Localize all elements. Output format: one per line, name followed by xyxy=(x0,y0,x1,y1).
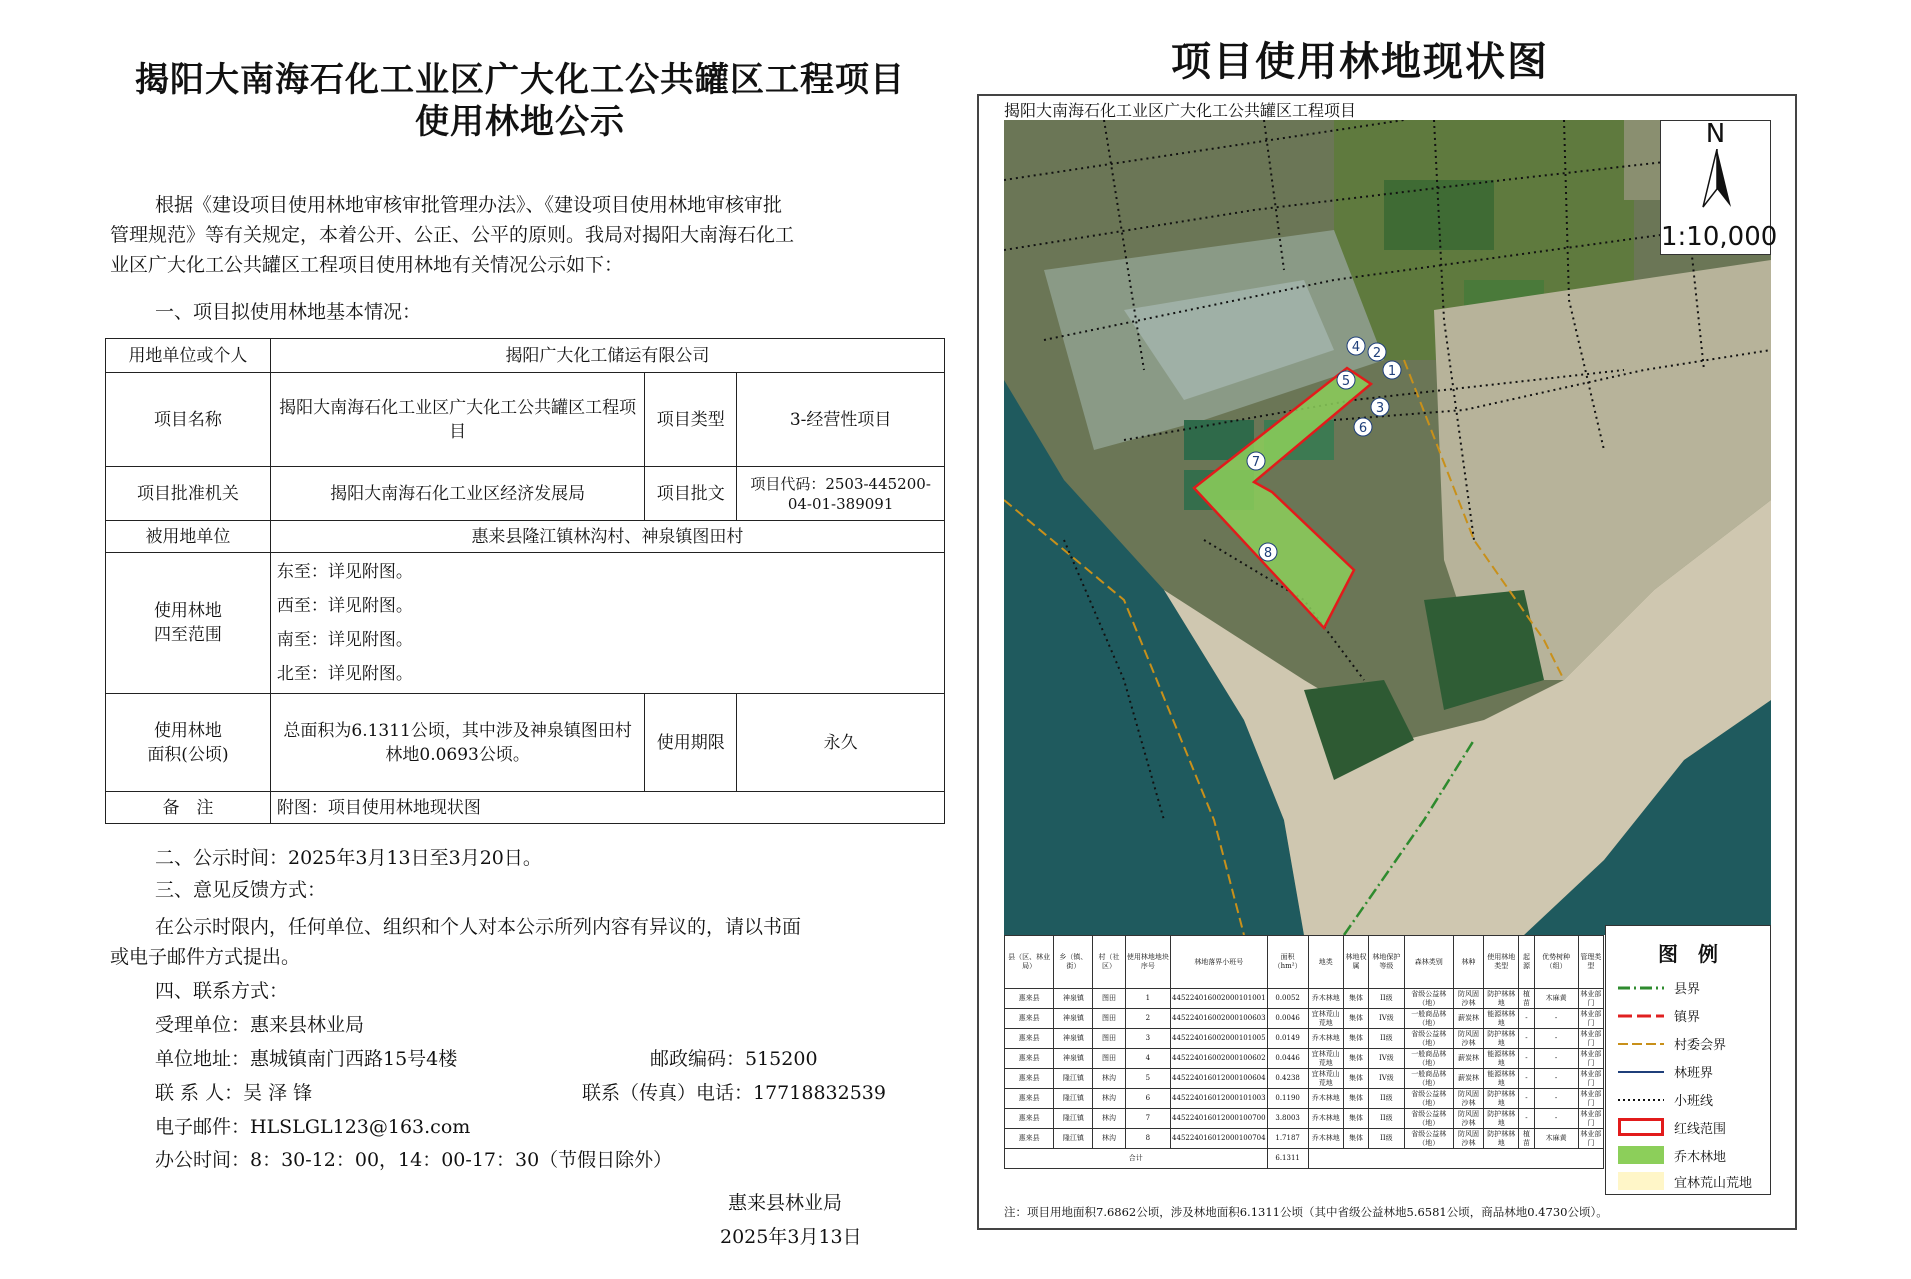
stats-cell: 集体 xyxy=(1343,1049,1368,1069)
label-approval: 项目批文 xyxy=(645,467,737,521)
stats-cell: 一般商品林（地） xyxy=(1404,1069,1453,1089)
stats-cell: IV级 xyxy=(1369,1009,1405,1029)
label-remark: 备 注 xyxy=(106,792,271,824)
stats-cell: 能源林林地 xyxy=(1484,1049,1519,1069)
stats-cell: 神泉镇 xyxy=(1054,1009,1093,1029)
stats-row xyxy=(1005,989,1604,1009)
map-title: 项目使用林地现状图 xyxy=(1171,39,1549,85)
label-user: 用地单位或个人 xyxy=(106,339,271,373)
intro-line-1: 根据《建设项目使用林地审核审批管理办法》、《建设项目使用林地审核审批 xyxy=(155,194,783,216)
stats-cell: 5 xyxy=(1125,1069,1170,1089)
feedback-line-2: 或电子邮件方式提出。 xyxy=(110,946,301,968)
stats-cell: 能源林林地 xyxy=(1484,1009,1519,1029)
bound-west: 西至：详见附图。 xyxy=(276,596,413,616)
stats-cell: 惠来县 xyxy=(1005,1029,1054,1049)
stats-cell: 林沟 xyxy=(1093,1109,1125,1129)
stats-cell: 乔木林地 xyxy=(1308,1129,1343,1149)
stats-cell: 图田 xyxy=(1093,989,1125,1009)
stats-row xyxy=(1005,1049,1604,1069)
stats-cell: 445224016012000100704 xyxy=(1171,1129,1268,1149)
stats-row xyxy=(1005,1029,1604,1049)
legend-subcompartment-line: 小班线 xyxy=(1618,1088,1768,1112)
value-remark: 附图：项目使用林地现状图 xyxy=(270,792,944,824)
legend-red-boundary: 红线范围 xyxy=(1618,1116,1768,1140)
contact-phone: 联系（传真）电话：17718832539 xyxy=(582,1082,886,1104)
label-authority: 项目批准机关 xyxy=(106,467,271,521)
stats-row xyxy=(1005,1109,1604,1129)
parcel-marker-3 xyxy=(1371,398,1389,416)
legend-barren: 宜林荒山荒地 xyxy=(1618,1170,1768,1194)
stats-header-cell: 地类 xyxy=(1308,936,1343,989)
stats-row xyxy=(1005,1129,1604,1149)
signature: 惠来县林业局 xyxy=(728,1192,843,1214)
stats-cell: 植苗 xyxy=(1519,989,1534,1009)
stats-cell: 一般商品林（地） xyxy=(1404,1009,1453,1029)
stats-total-row xyxy=(1005,1149,1604,1169)
stats-cell: 防护林林地 xyxy=(1484,1089,1519,1109)
stats-header-cell: 林种 xyxy=(1453,936,1483,989)
stats-cell: 隆江镇 xyxy=(1054,1129,1093,1149)
stats-row xyxy=(1005,1009,1604,1029)
stats-cell: 林沟 xyxy=(1093,1089,1125,1109)
stats-header-cell: 面积（hm²） xyxy=(1267,936,1308,989)
stats-total-value: 6.1311 xyxy=(1267,1149,1308,1169)
parcel-label-6: 6 xyxy=(1358,421,1368,436)
stats-header-cell: 使用林地类型 xyxy=(1484,936,1519,989)
stats-cell: 0.1190 xyxy=(1267,1089,1308,1109)
contact-hours: 办公时间：8：30-12：00，14：00-17：30（节假日除外） xyxy=(155,1149,673,1171)
stats-cell: - xyxy=(1534,1109,1578,1129)
parcel-marker-8 xyxy=(1259,543,1277,561)
stats-cell: 惠来县 xyxy=(1005,1069,1054,1089)
stats-cell: 林业部门 xyxy=(1578,1129,1603,1149)
stats-cell: 防风固沙林 xyxy=(1453,1029,1483,1049)
stats-cell: 惠来县 xyxy=(1005,989,1054,1009)
stats-cell: 0.0046 xyxy=(1267,1009,1308,1029)
parcel-label-8: 8 xyxy=(1263,546,1273,561)
parcel-label-2: 2 xyxy=(1372,346,1382,361)
stats-cell: 宜林荒山荒地 xyxy=(1308,1009,1343,1029)
stats-cell: 隆江镇 xyxy=(1054,1069,1093,1089)
stats-total-empty xyxy=(1308,1149,1603,1169)
stats-header-cell: 林地保护等级 xyxy=(1369,936,1405,989)
stats-cell: 集体 xyxy=(1343,1069,1368,1089)
stats-header-cell: 管理类型 xyxy=(1578,936,1603,989)
stats-cell: 445224016012000100700 xyxy=(1171,1109,1268,1129)
stats-cell: 防护林林地 xyxy=(1484,1029,1519,1049)
map-note: 注：项目用地面积7.6862公顷，涉及林地面积6.1311公顷（其中省级公益林地5.6581公顷，商品林地0.4730公顷）。 xyxy=(1004,1205,1608,1219)
stats-cell: 图田 xyxy=(1093,1029,1125,1049)
stats-cell: 图田 xyxy=(1093,1049,1125,1069)
stats-cell: 0.4238 xyxy=(1267,1069,1308,1089)
stats-cell: 3.8003 xyxy=(1267,1109,1308,1129)
stats-cell: 宜林荒山荒地 xyxy=(1308,1049,1343,1069)
stats-cell: 6 xyxy=(1125,1089,1170,1109)
contact-postcode: 邮政编码：515200 xyxy=(650,1048,818,1070)
stats-cell: 惠来县 xyxy=(1005,1009,1054,1029)
county-line-icon xyxy=(1618,982,1664,994)
stats-cell: 林沟 xyxy=(1093,1129,1125,1149)
forest-swatch-icon xyxy=(1618,1146,1664,1164)
section-4-heading: 四、联系方式： xyxy=(155,980,289,1002)
stats-cell: 林业部门 xyxy=(1578,1049,1603,1069)
stats-cell: - xyxy=(1519,1009,1534,1029)
value-period: 永久 xyxy=(737,694,945,792)
parcel-marker-7 xyxy=(1247,452,1265,470)
stats-cell: 445224016012000101003 xyxy=(1171,1089,1268,1109)
stats-cell: 惠来县 xyxy=(1005,1049,1054,1069)
parcel-marker-5 xyxy=(1337,371,1355,389)
stats-cell: 445224016002000100603 xyxy=(1171,1009,1268,1029)
value-landowner: 惠来县隆江镇林沟村、神泉镇图田村 xyxy=(270,521,944,553)
stand-line-icon xyxy=(1618,1066,1664,1078)
stats-cell: 防风固沙林 xyxy=(1453,1089,1483,1109)
label-period: 使用期限 xyxy=(645,694,737,792)
stats-cell: - xyxy=(1534,1069,1578,1089)
bound-north: 北至：详见附图。 xyxy=(276,664,413,684)
contact-unit: 受理单位：惠来县林业局 xyxy=(155,1014,365,1036)
stats-cell: 防风固沙林 xyxy=(1453,1109,1483,1129)
stats-cell: 林业部门 xyxy=(1578,1109,1603,1129)
value-approval: 项目代码：2503-445200-04-01-389091 xyxy=(737,467,945,521)
notice-title-line2: 使用林地公示 xyxy=(415,102,625,142)
stats-cell: - xyxy=(1519,1109,1534,1129)
label-project-name: 项目名称 xyxy=(106,373,271,467)
stats-cell: 防护林林地 xyxy=(1484,1109,1519,1129)
parcel-label-4: 4 xyxy=(1351,340,1361,355)
stats-cell: 乔木林地 xyxy=(1308,989,1343,1009)
date: 2025年3月13日 xyxy=(720,1226,862,1248)
stats-cell: 445224016002000101005 xyxy=(1171,1029,1268,1049)
stats-cell: 445224016002000100602 xyxy=(1171,1049,1268,1069)
stats-cell: 神泉镇 xyxy=(1054,1029,1093,1049)
map-legend xyxy=(1605,925,1771,1195)
stats-cell: - xyxy=(1519,1049,1534,1069)
stats-cell: 宜林荒山荒地 xyxy=(1308,1069,1343,1089)
stats-header-cell: 县（区、林业局） xyxy=(1005,936,1054,989)
stats-cell: 省级公益林（地） xyxy=(1404,1089,1453,1109)
stats-row xyxy=(1005,1089,1604,1109)
stats-cell: 0.0149 xyxy=(1267,1029,1308,1049)
stats-cell: 4 xyxy=(1125,1049,1170,1069)
bound-south: 南至：详见附图。 xyxy=(276,630,413,650)
stats-cell: II级 xyxy=(1369,1029,1405,1049)
stats-cell: 乔木林地 xyxy=(1308,1109,1343,1129)
stats-cell: 神泉镇 xyxy=(1054,1049,1093,1069)
stats-header-cell: 林地权属 xyxy=(1343,936,1368,989)
stats-cell: 薪炭林 xyxy=(1453,1009,1483,1029)
subcompartment-line-icon xyxy=(1618,1094,1664,1106)
parcel-marker-1 xyxy=(1383,361,1401,379)
stats-cell: 图田 xyxy=(1093,1009,1125,1029)
stats-cell: 省级公益林（地） xyxy=(1404,1029,1453,1049)
stats-cell: 445224016002000101001 xyxy=(1171,989,1268,1009)
stats-cell: 木麻黄 xyxy=(1534,1129,1578,1149)
land-use-stats-table xyxy=(1004,935,1604,1169)
stats-cell: 林业部门 xyxy=(1578,1029,1603,1049)
bounds-cell xyxy=(270,553,944,694)
label-bounds: 使用林地四至范围 xyxy=(106,553,271,694)
stats-cell: 集体 xyxy=(1343,989,1368,1009)
stats-cell: 林业部门 xyxy=(1578,1009,1603,1029)
stats-cell: II级 xyxy=(1369,989,1405,1009)
intro-line-3: 业区广大化工公共罐区工程项目使用林地有关情况公示如下： xyxy=(110,254,624,276)
stats-cell: 集体 xyxy=(1343,1109,1368,1129)
stats-cell: II级 xyxy=(1369,1109,1405,1129)
stats-cell: 7 xyxy=(1125,1109,1170,1129)
stats-header-cell: 村（社区） xyxy=(1093,936,1125,989)
north-label: N xyxy=(1705,119,1726,149)
village-line-icon xyxy=(1618,1038,1664,1050)
stats-cell: 能源林林地 xyxy=(1484,1069,1519,1089)
town-line-icon xyxy=(1618,1010,1664,1022)
section-2-time: 二、公示时间：2025年3月13日至3月20日。 xyxy=(155,847,542,869)
legend-stand-line: 林班界 xyxy=(1618,1060,1768,1084)
satellite-map xyxy=(1004,120,1778,935)
stats-cell: 防风固沙林 xyxy=(1453,989,1483,1009)
stats-cell: IV级 xyxy=(1369,1049,1405,1069)
stats-cell: 省级公益林（地） xyxy=(1404,1129,1453,1149)
stats-cell: 林业部门 xyxy=(1578,1069,1603,1089)
legend-title: 图 例 xyxy=(1658,942,1718,966)
label-landowner: 被用地单位 xyxy=(106,521,271,553)
parcel-marker-4 xyxy=(1347,337,1365,355)
stats-cell: 惠来县 xyxy=(1005,1129,1054,1149)
stats-header-cell: 优势树种（组） xyxy=(1534,936,1578,989)
north-arrow-box xyxy=(1660,119,1778,255)
value-project-name: 揭阳大南海石化工业区广大化工公共罐区工程项目 xyxy=(270,373,644,467)
stats-cell: 防风固沙林 xyxy=(1453,1129,1483,1149)
contact-person: 联 系 人：吴 泽 锋 xyxy=(155,1082,313,1104)
stats-cell: 省级公益林（地） xyxy=(1404,1109,1453,1129)
stats-cell: 0.0446 xyxy=(1267,1049,1308,1069)
stats-cell: 省级公益林（地） xyxy=(1404,989,1453,1009)
stats-cell: - xyxy=(1534,1009,1578,1029)
value-authority: 揭阳大南海石化工业区经济发展局 xyxy=(270,467,644,521)
contact-address: 单位地址：惠城镇南门西路15号4楼 xyxy=(155,1048,458,1070)
parcel-label-1: 1 xyxy=(1387,364,1397,379)
stats-cell: 集体 xyxy=(1343,1129,1368,1149)
stats-cell: 集体 xyxy=(1343,1009,1368,1029)
stats-cell: - xyxy=(1519,1089,1534,1109)
parcel-marker-6 xyxy=(1354,418,1372,436)
stats-total-label: 合计 xyxy=(1005,1149,1268,1169)
stats-cell: II级 xyxy=(1369,1129,1405,1149)
stats-cell: II级 xyxy=(1369,1089,1405,1109)
stats-cell: 惠来县 xyxy=(1005,1109,1054,1129)
stats-cell: 林业部门 xyxy=(1578,1089,1603,1109)
section-1-heading: 一、项目拟使用林地基本情况： xyxy=(155,301,422,323)
stats-cell: 集体 xyxy=(1343,1029,1368,1049)
legend-town-line: 镇界 xyxy=(1618,1004,1768,1028)
parcel-label-3: 3 xyxy=(1375,401,1385,416)
legend-forest: 乔木林地 xyxy=(1618,1144,1768,1168)
stats-cell: 一般商品林（地） xyxy=(1404,1049,1453,1069)
stats-cell: 惠来县 xyxy=(1005,1089,1054,1109)
stats-cell: IV级 xyxy=(1369,1069,1405,1089)
stats-cell: 445224016012000100604 xyxy=(1171,1069,1268,1089)
stats-cell: 8 xyxy=(1125,1129,1170,1149)
stats-cell: 0.0052 xyxy=(1267,989,1308,1009)
stats-cell: 1 xyxy=(1125,989,1170,1009)
legend-county-line: 县界 xyxy=(1618,976,1768,1000)
stats-row xyxy=(1005,1069,1604,1089)
scale-label: 1:10,000 xyxy=(1661,222,1778,252)
section-3-heading: 三、意见反馈方式： xyxy=(155,879,327,901)
legend-village-line: 村委会界 xyxy=(1618,1032,1768,1056)
stats-cell: 隆江镇 xyxy=(1054,1089,1093,1109)
label-project-type: 项目类型 xyxy=(645,373,737,467)
notice-title-line1: 揭阳大南海石化工业区广大化工公共罐区工程项目 xyxy=(135,60,905,100)
parcel-marker-2 xyxy=(1368,343,1386,361)
stats-cell: - xyxy=(1519,1069,1534,1089)
value-project-type: 3-经营性项目 xyxy=(737,373,945,467)
stats-cell: 乔木林地 xyxy=(1308,1029,1343,1049)
stats-cell: 木麻黄 xyxy=(1534,989,1578,1009)
stats-cell: 神泉镇 xyxy=(1054,989,1093,1009)
stats-cell: 防护林林地 xyxy=(1484,989,1519,1009)
stats-cell: - xyxy=(1534,1029,1578,1049)
stats-header-cell: 林地落界小班号 xyxy=(1171,936,1268,989)
stats-header-cell: 起源 xyxy=(1519,936,1534,989)
contact-email: 电子邮件：HLSLGL123@163.com xyxy=(155,1116,471,1138)
parcel-label-7: 7 xyxy=(1251,455,1261,470)
feedback-line-1: 在公示时限内，任何单位、组织和个人对本公示所列内容有异议的，请以书面 xyxy=(155,916,802,938)
value-user: 揭阳广大化工储运有限公司 xyxy=(270,339,944,373)
stats-cell: 薪炭林 xyxy=(1453,1069,1483,1089)
stats-cell: 植苗 xyxy=(1519,1129,1534,1149)
stats-cell: 乔木林地 xyxy=(1308,1089,1343,1109)
stats-cell: - xyxy=(1534,1089,1578,1109)
stats-cell: 林业部门 xyxy=(1578,989,1603,1009)
stats-cell: - xyxy=(1519,1029,1534,1049)
stats-cell: 2 xyxy=(1125,1009,1170,1029)
value-area: 总面积为6.1311公顷，其中涉及神泉镇图田村林地0.0693公顷。 xyxy=(270,694,644,792)
stats-cell: 集体 xyxy=(1343,1089,1368,1109)
stats-cell: - xyxy=(1534,1049,1578,1069)
stats-cell: 防护林林地 xyxy=(1484,1129,1519,1149)
stats-cell: 1.7187 xyxy=(1267,1129,1308,1149)
stats-header-cell: 使用林地地块序号 xyxy=(1125,936,1170,989)
map-subtitle: 揭阳大南海石化工业区广大化工公共罐区工程项目 xyxy=(1004,101,1357,120)
stats-cell: 隆江镇 xyxy=(1054,1109,1093,1129)
barren-swatch-icon xyxy=(1618,1172,1664,1190)
stats-cell: 薪炭林 xyxy=(1453,1049,1483,1069)
stats-cell: 林沟 xyxy=(1093,1069,1125,1089)
parcel-label-5: 5 xyxy=(1341,374,1351,389)
stats-cell: 3 xyxy=(1125,1029,1170,1049)
red-boundary-icon xyxy=(1618,1118,1664,1136)
north-arrow-icon xyxy=(1699,149,1735,209)
stats-header-cell: 乡（镇、街） xyxy=(1054,936,1093,989)
label-area: 使用林地面积(公顷) xyxy=(106,694,271,792)
map-image xyxy=(1004,120,1778,935)
project-info-table xyxy=(105,338,945,824)
stats-header-cell: 森林类别 xyxy=(1404,936,1453,989)
intro-line-2: 管理规范》等有关规定，本着公开、公正、公平的原则。我局对揭阳大南海石化工 xyxy=(110,224,795,246)
bound-east: 东至：详见附图。 xyxy=(276,562,413,582)
